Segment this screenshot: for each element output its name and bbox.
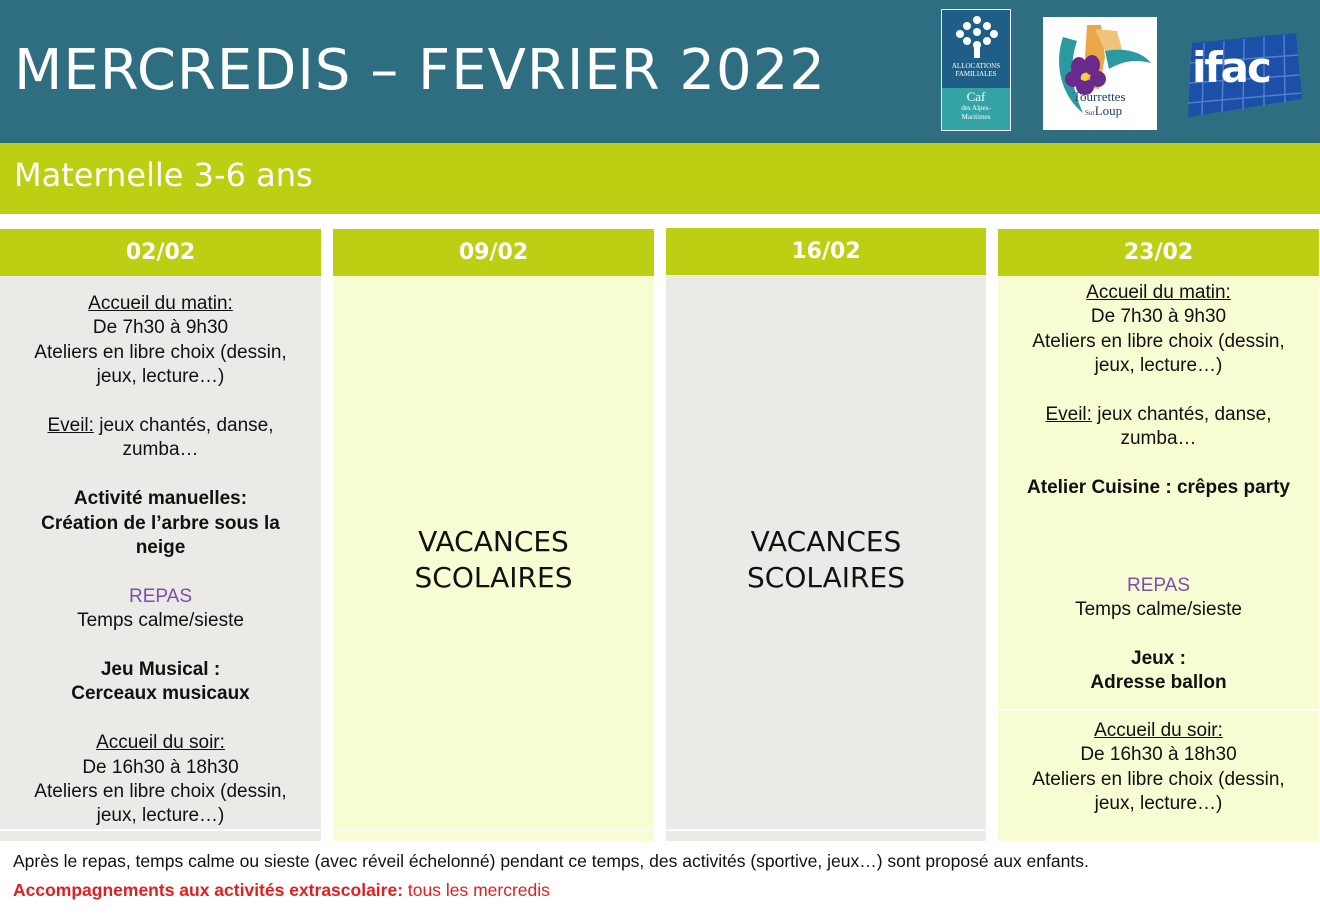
evening-desc: jeux, lecture…) xyxy=(1094,793,1223,815)
tourrettes-name: Tourrettes xyxy=(1073,89,1126,104)
vacation-label: VACANCES xyxy=(750,525,902,558)
evening-desc: Ateliers en libre choix (dessin, xyxy=(34,781,287,803)
eveil-label: Eveil: xyxy=(47,415,94,437)
vacation-label: SCOLAIRES xyxy=(414,561,573,594)
caf-dept2: Maritimes xyxy=(961,113,991,121)
column-header-date xyxy=(0,229,321,276)
date-label: 09/02 xyxy=(458,240,529,265)
eveil-text: jeux chantés, danse, xyxy=(1091,404,1272,426)
caf-line2: FAMILIALES xyxy=(955,70,997,78)
column-header-date xyxy=(333,229,654,276)
evening-title: Accueil du soir: xyxy=(1094,720,1223,741)
morning-desc: Ateliers en libre choix (dessin, xyxy=(1032,330,1285,352)
footer-note: Après le repas, temps calme ou sieste (avec réveil échelonné) pendant ce temps, des activités (sportive, jeux…) sont proposé aux enfants. xyxy=(13,851,1089,871)
caf-line1: ALLOCATIONS xyxy=(951,62,1001,70)
morning-desc: jeux, lecture…) xyxy=(1094,355,1223,377)
evening-hours: De 16h30 à 18h30 xyxy=(1080,744,1237,766)
evening-desc: jeux, lecture…) xyxy=(96,805,225,827)
day-column-2302 xyxy=(998,276,1319,709)
meal-label: REPAS xyxy=(128,585,192,607)
morning-title: Accueil du matin: xyxy=(1086,282,1231,303)
page-title: MERCREDIS – FEVRIER 2022 xyxy=(14,38,826,103)
morning-hours: De 7h30 à 9h30 xyxy=(1090,306,1227,328)
column-header-date xyxy=(998,229,1319,276)
extra-label: Accompagnements aux activités extrascolaire: xyxy=(13,880,404,900)
caf-name: Caf xyxy=(966,89,986,104)
rest-text: Temps calme/sieste xyxy=(1075,599,1242,621)
activity-line: Atelier Cuisine : crêpes party xyxy=(1027,477,1290,499)
game-line: Jeux : xyxy=(1131,648,1186,669)
day-column-0902 xyxy=(333,276,654,829)
morning-hours: De 7h30 à 9h30 xyxy=(92,317,229,339)
day-column-1602 xyxy=(666,276,986,829)
column-bottom-strip xyxy=(666,829,986,841)
evening-cell-2302 xyxy=(998,711,1319,841)
vacation-label: VACANCES xyxy=(418,525,569,558)
age-group-title: Maternelle 3-6 ans xyxy=(14,156,313,194)
game-line: Adresse ballon xyxy=(1090,672,1227,694)
day-column-0202 xyxy=(0,276,321,829)
eveil-text: zumba… xyxy=(122,439,199,461)
vacation-label: SCOLAIRES xyxy=(747,561,905,594)
rest-text: Temps calme/sieste xyxy=(77,610,244,632)
caf-logo xyxy=(941,9,1011,131)
morning-desc: jeux, lecture…) xyxy=(96,366,225,388)
ifac-logo xyxy=(1184,33,1302,117)
evening-hours: De 16h30 à 18h30 xyxy=(82,756,239,778)
column-bottom-strip xyxy=(333,829,654,841)
tourrettes-loup: Loup xyxy=(1094,103,1123,118)
ifac-text: ifac xyxy=(1192,43,1270,92)
meal-label: REPAS xyxy=(1126,574,1190,596)
caf-dept1: des Alpes- xyxy=(961,104,991,112)
column-header-date xyxy=(666,228,986,275)
morning-title: Accueil du matin: xyxy=(88,293,233,314)
tourrettes-logo xyxy=(1043,17,1157,130)
tourrettes-sur: Sur xyxy=(1085,109,1095,117)
date-label: 16/02 xyxy=(791,239,861,264)
eveil-text: zumba… xyxy=(1120,428,1197,450)
date-label: 02/02 xyxy=(125,240,196,265)
eveil-text: jeux chantés, danse, xyxy=(93,415,274,437)
game-line: Cerceaux musicaux xyxy=(71,683,250,705)
game-line: Jeu Musical : xyxy=(100,659,221,681)
footer-extra xyxy=(13,880,550,901)
caf-tree-icon xyxy=(952,14,1002,60)
evening-title: Accueil du soir: xyxy=(96,732,225,754)
column-bottom-strip xyxy=(0,829,321,841)
eveil-label: Eveil: xyxy=(1045,404,1092,426)
header-banner xyxy=(0,0,1320,143)
activity-line: Activité manuelles: xyxy=(73,488,248,510)
activity-line: neige xyxy=(135,537,186,559)
date-label: 23/02 xyxy=(1123,240,1194,265)
morning-desc: Ateliers en libre choix (dessin, xyxy=(34,341,287,363)
evening-desc: Ateliers en libre choix (dessin, xyxy=(1032,768,1285,790)
activity-line: Création de l’arbre sous la xyxy=(41,512,280,534)
extra-text: tous les mercredis xyxy=(403,880,550,900)
